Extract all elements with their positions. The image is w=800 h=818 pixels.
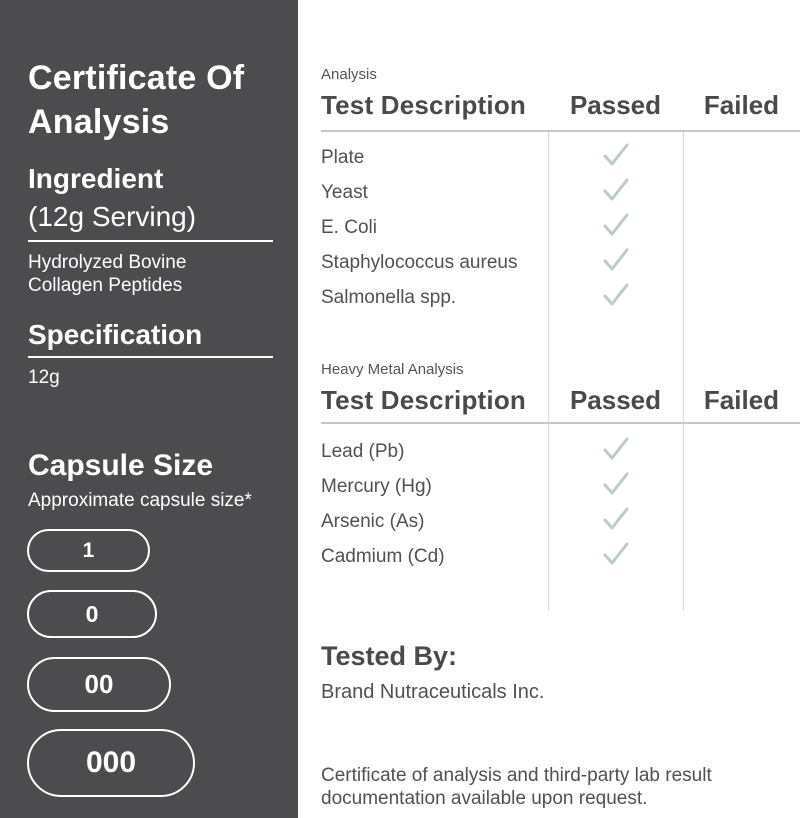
check-icon	[601, 282, 631, 308]
capsule-size-heading: Capsule Size	[28, 449, 214, 482]
tested-by-value: Brand Nutraceuticals Inc.	[321, 681, 545, 703]
capsule-size-000	[27, 729, 195, 797]
passed-cell	[548, 247, 683, 273]
check-icon	[601, 247, 631, 273]
column-header-passed: Passed	[569, 385, 662, 415]
specification-value: 12g	[28, 367, 60, 388]
passed-cell	[548, 212, 683, 238]
table-header-rule	[321, 130, 800, 132]
test-label: Salmonella spp.	[321, 287, 457, 308]
passed-cell	[548, 436, 683, 462]
column-header-passed: Passed	[569, 90, 662, 120]
check-icon	[601, 471, 631, 497]
capsule-size-label: 0	[85, 600, 99, 627]
check-icon	[601, 142, 631, 168]
capsule-size-subheading: Approximate capsule size*	[28, 490, 252, 511]
column-header-test-description: Test Description	[321, 90, 526, 120]
column-header-test-description: Test Description	[321, 385, 526, 415]
check-icon	[601, 177, 631, 203]
specification-heading: Specification	[28, 319, 203, 350]
heavy-metal-section-label: Heavy Metal Analysis	[321, 361, 464, 378]
passed-cell	[548, 471, 683, 497]
check-icon	[601, 541, 631, 567]
test-label: Arsenic (As)	[321, 511, 425, 532]
capsule-size-1	[27, 529, 150, 572]
check-icon	[601, 436, 631, 462]
ingredient-heading: Ingredient	[28, 163, 164, 194]
column-header-failed: Failed	[703, 385, 780, 415]
check-icon	[601, 506, 631, 532]
ingredient-value: Hydrolyzed Bovine Collagen Peptides	[28, 252, 187, 296]
table-header-rule	[321, 422, 800, 424]
analysis-section-label: Analysis	[321, 66, 377, 83]
ingredient-serving-size: (12g Serving)	[28, 201, 197, 232]
passed-cell	[548, 177, 683, 203]
test-label: Lead (Pb)	[321, 441, 405, 462]
passed-cell	[548, 142, 683, 168]
table-row	[321, 546, 800, 581]
tested-by-heading: Tested By:	[321, 641, 458, 671]
test-label: Mercury (Hg)	[321, 476, 432, 497]
passed-cell	[548, 282, 683, 308]
test-label: Plate	[321, 147, 365, 168]
test-label: Yeast	[321, 182, 368, 203]
capsule-size-0	[27, 590, 157, 638]
passed-cell	[548, 541, 683, 567]
footer-note: Certificate of analysis and third-party lab result documentation available upon request.	[321, 765, 712, 809]
column-header-failed: Failed	[703, 90, 780, 120]
capsule-size-label: 00	[84, 669, 114, 699]
passed-cell	[548, 506, 683, 532]
capsule-size-00	[27, 657, 171, 712]
page-title: Certificate Of Analysis	[28, 59, 245, 141]
sidebar	[0, 0, 298, 818]
divider	[28, 240, 273, 242]
capsule-size-label: 1	[82, 538, 95, 562]
divider	[28, 356, 273, 358]
check-icon	[601, 212, 631, 238]
table-row	[321, 287, 800, 322]
test-label: Staphylococcus aureus	[321, 252, 518, 273]
capsule-size-label: 000	[85, 746, 137, 779]
test-label: Cadmium (Cd)	[321, 546, 445, 567]
test-label: E. Coli	[321, 217, 377, 238]
